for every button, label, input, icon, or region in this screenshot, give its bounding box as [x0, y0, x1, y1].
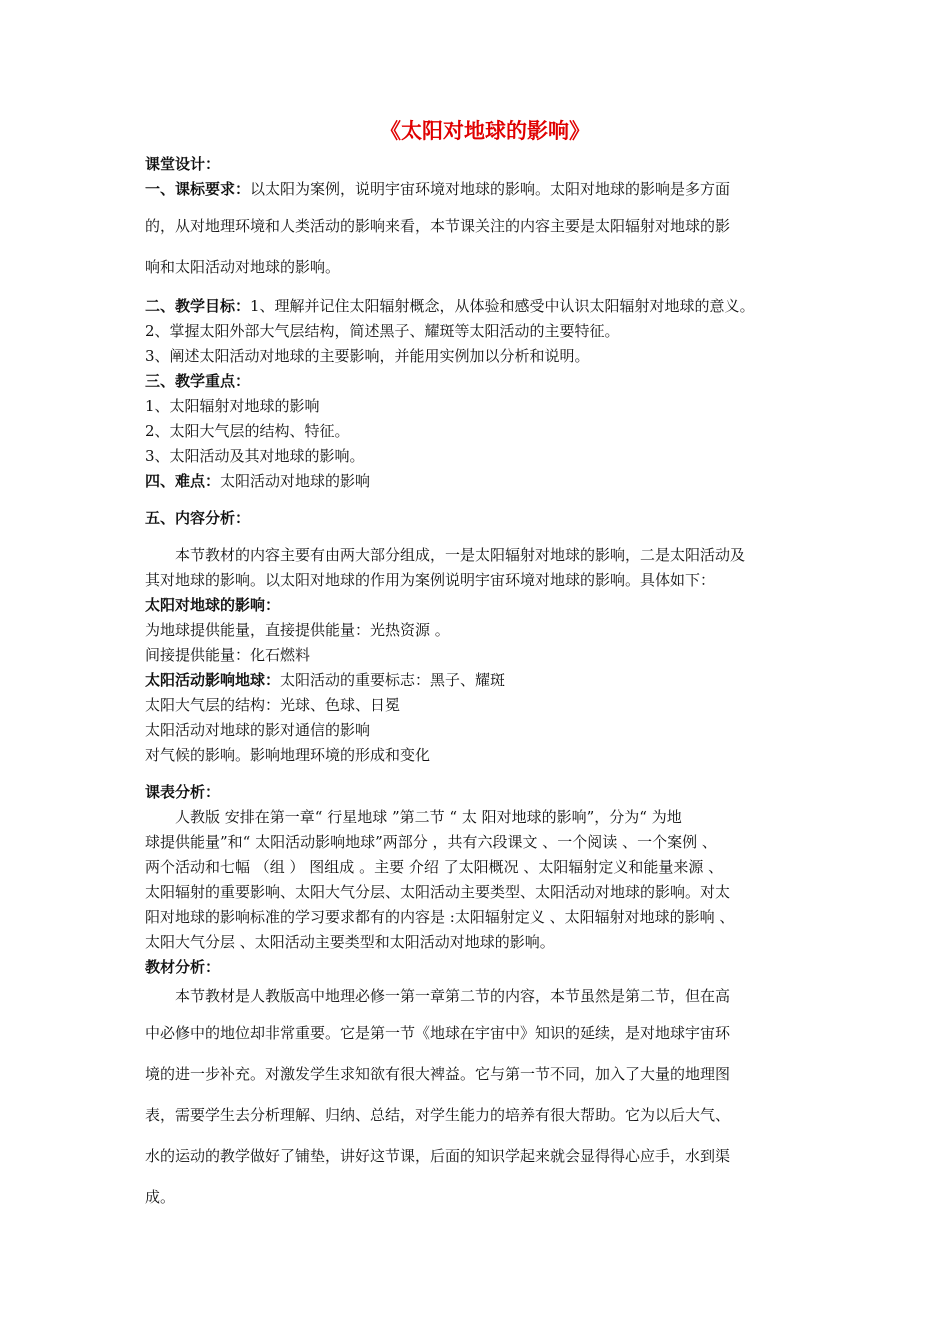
paragraph-line: 阳对地球的影响标准的学习要求都有的内容是 :太阳辐射定义 、太阳辐射对地球的影响 、 [145, 908, 735, 926]
design-heading: 课堂设计： [145, 155, 221, 173]
objective-item: 3、阐述太阳活动对地球的主要影响，并能用实例加以分析和说明。 [145, 347, 590, 365]
key-point-item: 2、太阳大气层的结构、特征。 [145, 422, 350, 440]
paragraph-line: 两个活动和七幅 （组 ） 图组成 。主要 介绍 了太阳概况 、太阳辐射定义和能量来源 、 [145, 858, 724, 876]
content-item: 为地球提供能量，直接提供能量：光热资源 。 [145, 621, 450, 639]
paragraph-line: 境的进一步补充。对激发学生求知欲有很大裨益。它与第一节不同，加入了大量的地理图 [145, 1065, 731, 1083]
paragraph-line: 的，从对地理环境和人类活动的影响来看，本节课关注的内容主要是太阳辐射对地球的影 [145, 217, 731, 235]
paragraph-line: 球提供能量”和“ 太阳活动影响地球”两部分 ，共有六段课文 、一个阅读 、一个案例 、 [145, 833, 717, 851]
section-label: 五、内容分析： [145, 509, 251, 527]
paragraph-line: 以太阳为案例，说明宇宙环境对地球的影响。太阳对地球的影响是多方面 [250, 180, 731, 198]
paragraph-line: 本节教材是人教版高中地理必修一第一章第二节的内容，本节虽然是第二节，但在高 [175, 987, 731, 1005]
paragraph-line: 成。 [145, 1188, 176, 1206]
paragraph-line: 人教版 安排在第一章“ 行星地球 ”第二节 “ 太 阳对地球的影响”，分为“ 为地 [175, 808, 682, 826]
section-curriculum-standard [145, 177, 825, 288]
objective-item: 2、掌握太阳外部大气层结构，简述黑子、耀斑等太阳活动的主要特征。 [145, 322, 620, 340]
section-label: 教材分析： [145, 958, 221, 976]
section-label: 一、课标要求： [145, 180, 251, 198]
paragraph-line: 太阳辐射的重要影响、太阳大气分层、太阳活动主要类型、太阳活动对地球的影响。对太 [145, 883, 731, 901]
section-label: 四、难点： [145, 472, 221, 490]
section-key-points [145, 369, 825, 469]
section-label: 课表分析： [145, 783, 221, 801]
content-item: 太阳活动对地球的影对通信的影响 [145, 721, 371, 739]
paragraph-line: 其对地球的影响。以太阳对地球的作用为案例说明宇宙环境对地球的影响。具体如下： [145, 571, 716, 589]
section-curriculum-table-analysis [145, 780, 825, 955]
document-title: 《太阳对地球的影响》 [380, 118, 590, 143]
section-teaching-objectives [145, 294, 825, 369]
section-textbook-analysis [145, 955, 825, 1218]
paragraph-line: 中必修中的地位却非常重要。它是第一节《地球在宇宙中》知识的延续，是对地球宇宙环 [145, 1024, 731, 1042]
section-label: 二、教学目标： [145, 297, 251, 315]
objective-item: 1、理解并记住太阳辐射概念，从体验和感受中认识太阳辐射对地球的意义。 [250, 297, 755, 315]
paragraph-line: 本节教材的内容主要有由两大部分组成，一是太阳辐射对地球的影响，二是太阳活动及 [175, 546, 746, 564]
key-point-item: 1、太阳辐射对地球的影响 [145, 397, 320, 415]
section-content-analysis [145, 506, 825, 768]
subheading: 太阳活动影响地球： [145, 671, 281, 689]
subheading: 太阳对地球的影响： [145, 596, 281, 614]
section-label: 三、教学重点： [145, 372, 251, 390]
difficulty-text: 太阳活动对地球的影响 [220, 472, 371, 490]
paragraph-line: 响和太阳活动对地球的影响。 [145, 258, 341, 276]
content-item: 间接提供能量：化石燃料 [145, 646, 311, 664]
content-item: 太阳大气层的结构：光球、色球、日冕 [145, 696, 401, 714]
paragraph-line: 太阳大气分层 、太阳活动主要类型和太阳活动对地球的影响。 [145, 933, 555, 951]
section-difficulty [145, 469, 825, 494]
paragraph-line: 表，需要学生去分析理解、归纳、总结，对学生能力的培养有很大帮助。它为以后大气、 [145, 1106, 731, 1124]
key-point-item: 3、太阳活动及其对地球的影响。 [145, 447, 365, 465]
content-item: 对气候的影响。影响地理环境的形成和变化 [145, 746, 431, 764]
document-page [145, 118, 825, 1218]
paragraph-line: 水的运动的教学做好了铺垫，讲好这节课，后面的知识学起来就会显得得心应手，水到渠 [145, 1147, 731, 1165]
content-item: 太阳活动的重要标志：黑子、耀斑 [280, 671, 506, 689]
